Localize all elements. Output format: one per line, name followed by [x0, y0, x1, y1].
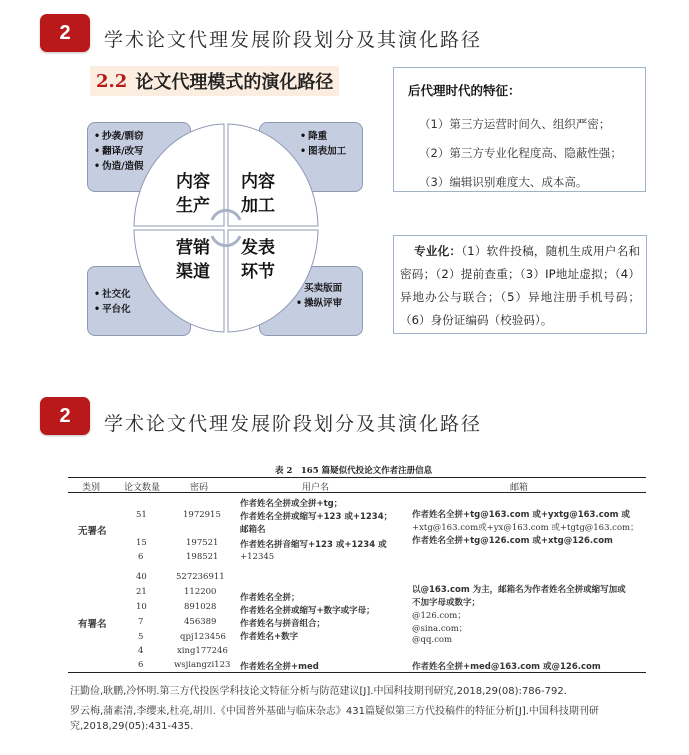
table-cell-password: 891028 [184, 602, 217, 612]
table-cell-username: 作者姓名全拼或全拼+tg； [240, 499, 343, 509]
references [70, 684, 670, 739]
table-cell-username: 作者姓名拼音缩写+123 或+1234 或 [240, 540, 387, 550]
table-header-category: 类别 [82, 483, 101, 493]
table-cell-username: 作者姓名全拼； [240, 593, 300, 603]
list-item: • 图表加工 [300, 144, 356, 159]
box-heading: 后代理时代的特征： [408, 83, 521, 98]
table-header-username: 用户名 [302, 483, 330, 493]
table-cell-password: 198521 [186, 552, 219, 562]
table-header-password: 密码 [190, 483, 209, 493]
table-cell-username: +12345 [240, 552, 275, 562]
table-cell-username: 作者姓名全拼或缩写+数字或字母； [240, 606, 375, 616]
table-cell-email: 作者姓名全拼+tg@163.com 或+yxtg@163.com 或 [412, 510, 630, 520]
table-cell-count: 10 [136, 602, 147, 612]
table-category: 有署名 [78, 619, 107, 630]
feature-item: （3）编辑识别难度大、成本高。 [419, 175, 588, 189]
table-cell-password: 112200 [184, 587, 217, 597]
table-cell-username: 作者姓名全拼+med [240, 662, 319, 672]
table-cell-email: 不加字母或数字； [412, 598, 481, 608]
box-lead: 专业化： [414, 244, 462, 258]
section-title: 学术论文代理发展阶段划分及其演化路径 [104, 413, 483, 435]
table-cell-password: 456389 [184, 617, 217, 627]
table-cell-count: 40 [136, 572, 147, 582]
table-cell-password: wsjiangzi123 [174, 660, 231, 670]
section-title: 学术论文代理发展阶段划分及其演化路径 [104, 29, 483, 51]
table-cell-count: 7 [138, 617, 144, 627]
table-cell-email: 以@163.com 为主，邮箱名为作者姓名全拼或缩写加或 [412, 585, 626, 595]
table-cell-email: 作者姓名全拼+med@163.com 或@126.com [412, 662, 601, 672]
list-item: • 抄袭/剽窃 [94, 129, 184, 144]
table-cell-username: 作者姓名与拼音组合； [240, 619, 326, 629]
quadrant-circle [132, 122, 320, 334]
table-cell-count: 6 [138, 552, 144, 562]
table-cell-count: 5 [138, 632, 144, 642]
table-cell-username: 作者姓名全拼或缩写+123 或+1234； [240, 512, 393, 522]
table-cell-email: @126.com； [412, 611, 466, 621]
table-cell-email: @sina.com； [412, 624, 468, 634]
table-category: 无署名 [78, 526, 107, 537]
table-cell-password: xing177246 [177, 646, 228, 656]
quadrant-label-publication: 发表 环节 [241, 238, 275, 282]
section-number-badge: 2 [40, 397, 90, 435]
table-cell-email: 作者姓名全拼+tg@126.com 或+xtg@126.com [412, 536, 613, 546]
feature-item: （1）第三方运营时间久、组织严密； [419, 117, 611, 131]
evolution-path-diagram [85, 118, 365, 338]
subsection-number: 2.2 [96, 70, 128, 92]
feature-item: （2）第三方专业化程度高、隐蔽性强； [419, 146, 622, 160]
table-cell-username: 邮箱名 [240, 525, 266, 535]
box-text: （1）软件投稿，随机生成用户名和密码；（2）提前查重；（3）IP地址虚拟；（4）异地办公与联合；（5）异地注册手机号码；（6）身份证编码（校验码）。 [400, 244, 640, 327]
list-item: • 伪造/造假 [94, 159, 184, 174]
table-header-email: 邮箱 [510, 483, 529, 493]
table-cell-password: 527236911 [176, 572, 225, 582]
quadrant-label-marketing: 营销 渠道 [176, 238, 210, 282]
table-bottom-rule [68, 672, 646, 673]
post-agency-features-box [393, 67, 646, 192]
subsection-title [90, 66, 339, 96]
reference-item: 汪勤俭,耿鹏,冷怀明.第三方代投医学科技论文特征分析与防范建议[J].中国科技期刊研究,2018,29(08):786-792. [70, 686, 567, 697]
quadrant-label-content-processing: 内容 加工 [241, 172, 275, 216]
list-item: • 降重 [300, 129, 356, 144]
list-item: • 平台化 [94, 302, 184, 317]
table-cell-password: qpj123456 [180, 632, 226, 642]
list-item: • 操纵评审 [296, 296, 356, 311]
table-cell-password: 1972915 [183, 510, 221, 520]
table-cell-password: 197521 [186, 538, 219, 548]
professionalization-box [393, 235, 647, 334]
list-item: • 买卖版面 [296, 281, 356, 296]
table-cell-count: 51 [136, 510, 147, 520]
table-cell-count: 6 [138, 660, 144, 670]
reference-item: 罗云梅,蒲素清,李缨来,杜亮,胡川.《中国普外基础与临床杂志》431篇疑似第三方代投稿件的特征分析[J].中国科技期刊研究,2018,29(05):431-435. [70, 706, 599, 732]
table-header-count: 论文数量 [124, 483, 161, 493]
table-cell-email: @qq.com [412, 635, 453, 645]
quadrant-label-content-production: 内容 生产 [176, 172, 210, 216]
table-header-rule [68, 492, 646, 493]
section-number-badge: 2 [40, 14, 90, 52]
table-caption: 表 2 165 篇疑似代投论文作者注册信息 [275, 466, 433, 476]
table-top-rule [68, 477, 646, 478]
list-item: • 社交化 [94, 287, 184, 302]
table-cell-count: 15 [136, 538, 147, 548]
table-cell-count: 21 [136, 587, 147, 597]
table-cell-username: 作者姓名+数字 [240, 632, 299, 642]
subsection-text: 论文代理模式的演化路径 [135, 72, 334, 93]
list-item: • 翻译/改写 [94, 144, 184, 159]
table-cell-email: +xtg@163.com或+yx@163.com 或+tgtg@163.com； [412, 523, 639, 533]
table-cell-count: 4 [138, 646, 144, 656]
